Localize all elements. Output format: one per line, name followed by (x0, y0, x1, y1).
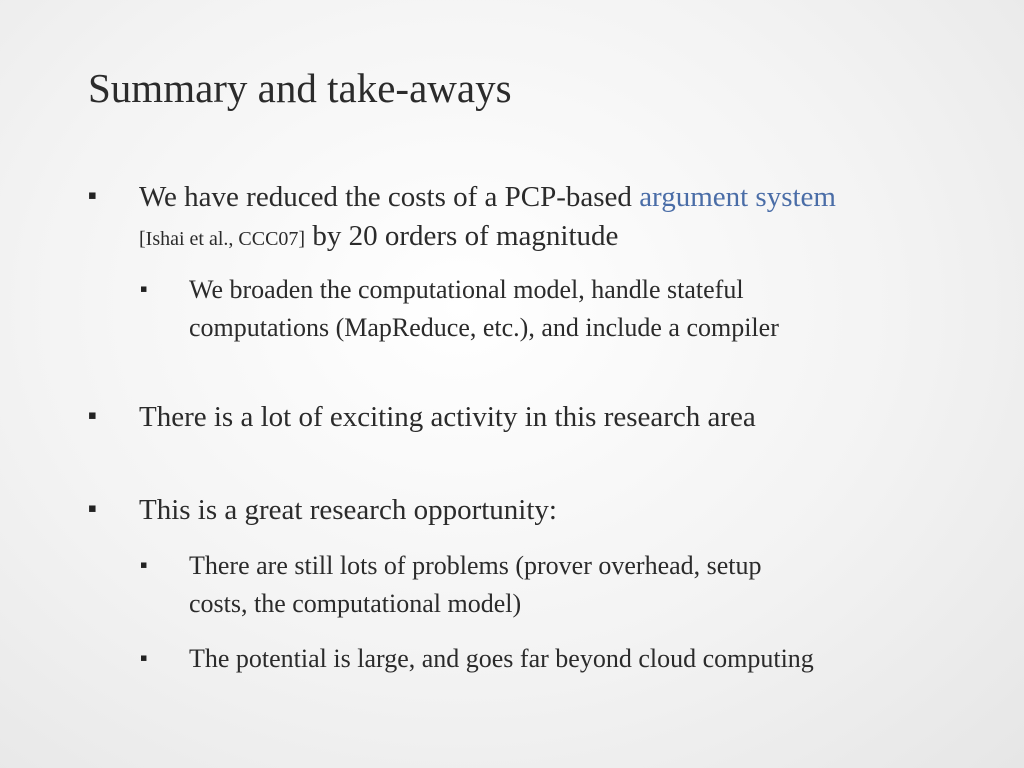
citation: [Ishai et al., CCC07] (139, 228, 306, 250)
sub-bullet-text: costs, the computational model) (189, 589, 522, 618)
sub-bullet-text: There are still lots of problems (prover overhead, setup (189, 551, 762, 580)
argument-system-link[interactable]: argument system (639, 181, 836, 213)
bullet-text-line (139, 178, 836, 216)
sub-bullet-text: We broaden the computational model, handle stateful (189, 275, 744, 304)
bullet-text-line (139, 217, 618, 258)
slide-title: Summary and take-aways (88, 65, 512, 111)
bullet-marker-icon: ▪ (140, 558, 148, 571)
bullet-text: We have reduced the costs of a PCP-based (139, 181, 640, 213)
sub-bullet-text: computations (MapReduce, etc.), and include a compiler (189, 313, 779, 342)
bullet-text: by 20 orders of magnitude (305, 220, 619, 252)
bullet-marker-icon: ▪ (88, 501, 97, 516)
bullet-text: This is a great research opportunity: (139, 494, 557, 526)
bullet-marker-icon: ▪ (88, 408, 97, 423)
bullet-marker-icon: ▪ (140, 651, 148, 664)
bullet-marker-icon: ▪ (140, 282, 148, 295)
bullet-text: There is a lot of exciting activity in this research area (139, 401, 756, 433)
sub-bullet-text: The potential is large, and goes far beyond cloud computing (189, 644, 814, 673)
bullet-marker-icon: ▪ (88, 188, 97, 203)
